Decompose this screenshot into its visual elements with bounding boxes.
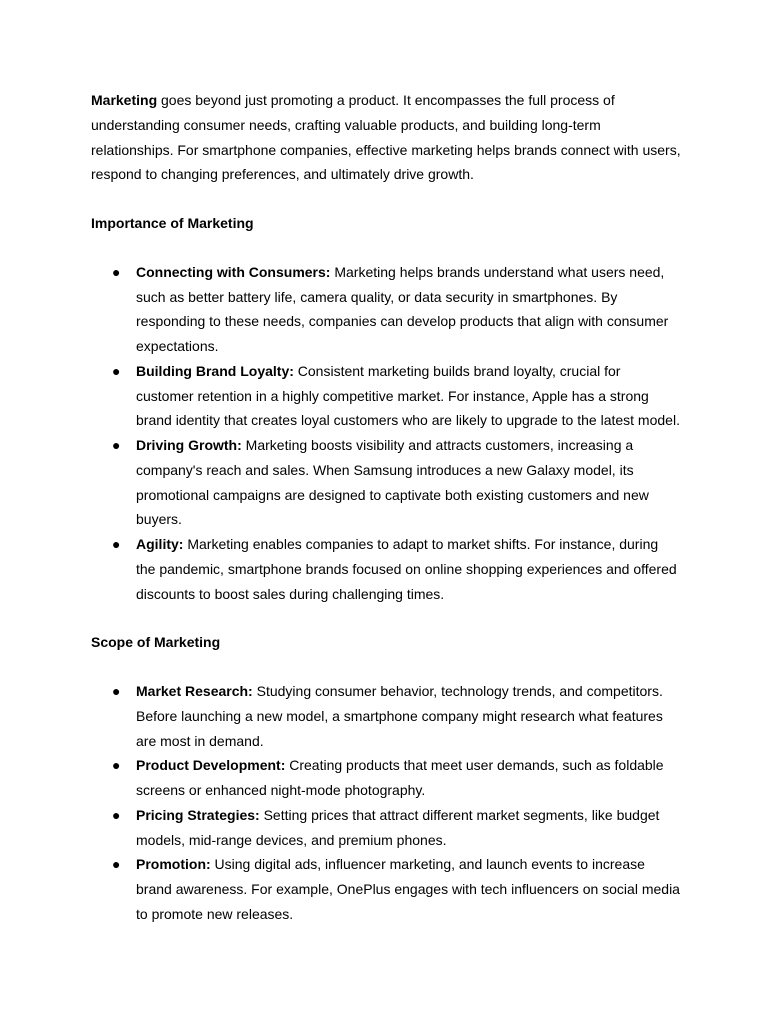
list-item-term: Agility:: [136, 536, 184, 552]
list-item-text: Setting prices that attract different market segments, like budget models, mid-range devices, and premium phones.: [136, 806, 660, 848]
list-item-term: Driving Growth:: [136, 437, 242, 453]
bullet-icon: ●: [112, 263, 121, 280]
list-item: [91, 852, 681, 926]
list-item: [91, 753, 681, 803]
list-item-term: Promotion:: [136, 856, 211, 873]
intro-text: goes beyond just promoting a product. It encompasses the full process of understanding consumer needs, crafting valuable products, and building long-term relationships. For smartphone companies, effective marketing helps brands connect with users, respond to changing preferences, and ultimately drive growth.: [91, 92, 681, 183]
list-item: [91, 359, 681, 433]
list-item-term: Building Brand Loyalty:: [136, 362, 294, 379]
list-item-text: Creating products that meet user demands, such as foldable screens or enhanced night-mode photography.: [136, 757, 664, 798]
list-item: [91, 532, 681, 606]
list-item-term: Product Development:: [136, 757, 286, 774]
intro-lead-term: Marketing: [91, 92, 158, 108]
intro-paragraph: [91, 88, 681, 187]
bullet-icon: ●: [112, 362, 121, 379]
document-page: [91, 88, 681, 927]
scope-list: [91, 679, 681, 927]
list-item-term: Connecting with Consumers:: [136, 263, 331, 280]
list-item-text: Studying consumer behavior, technology trends, and competitors. Before launching a new model, a smartphone company might research what features are most in demand.: [136, 683, 663, 749]
list-item-text: Using digital ads, influencer marketing, and launch events to increase brand awareness. For example, OnePlus engages with tech influencers on social media to promote new releases.: [136, 856, 680, 922]
importance-heading: Importance of Marketing: [91, 215, 254, 231]
list-item-text: Marketing boosts visibility and attracts customers, increasing a company's reach and sales. When Samsung introduces a new Galaxy model, its promotional campaigns are designed to captivate both existing customers and new buyers.: [136, 437, 649, 528]
list-item-text: Marketing enables companies to adapt to market shifts. For instance, during the pandemic, smartphone brands focused on online shopping experiences and offered discounts to boost sales during challenging times.: [136, 536, 677, 602]
list-item-term: Pricing Strategies:: [136, 806, 260, 823]
bullet-icon: ●: [112, 683, 121, 699]
list-item: [91, 679, 681, 753]
bullet-icon: ●: [112, 757, 121, 774]
bullet-icon: ●: [112, 437, 121, 453]
list-item-text: Consistent marketing builds brand loyalty, crucial for customer retention in a highly competitive market. For instance, Apple has a strong brand identity that creates loyal customers who are likely to upgrade to the latest model.: [136, 362, 680, 429]
list-item-text: Marketing helps brands understand what users need, such as better battery life, camera quality, or data security in smartphones. By responding to these needs, companies can develop products that align with consumer expectations.: [136, 263, 669, 354]
scope-heading: Scope of Marketing: [91, 634, 221, 651]
list-item: [91, 803, 681, 853]
list-item: [91, 433, 681, 532]
list-item-term: Market Research:: [136, 683, 253, 699]
list-item: [91, 260, 681, 359]
bullet-icon: ●: [112, 806, 121, 823]
bullet-icon: ●: [112, 856, 121, 873]
importance-list: [91, 260, 681, 607]
bullet-icon: ●: [112, 536, 121, 552]
